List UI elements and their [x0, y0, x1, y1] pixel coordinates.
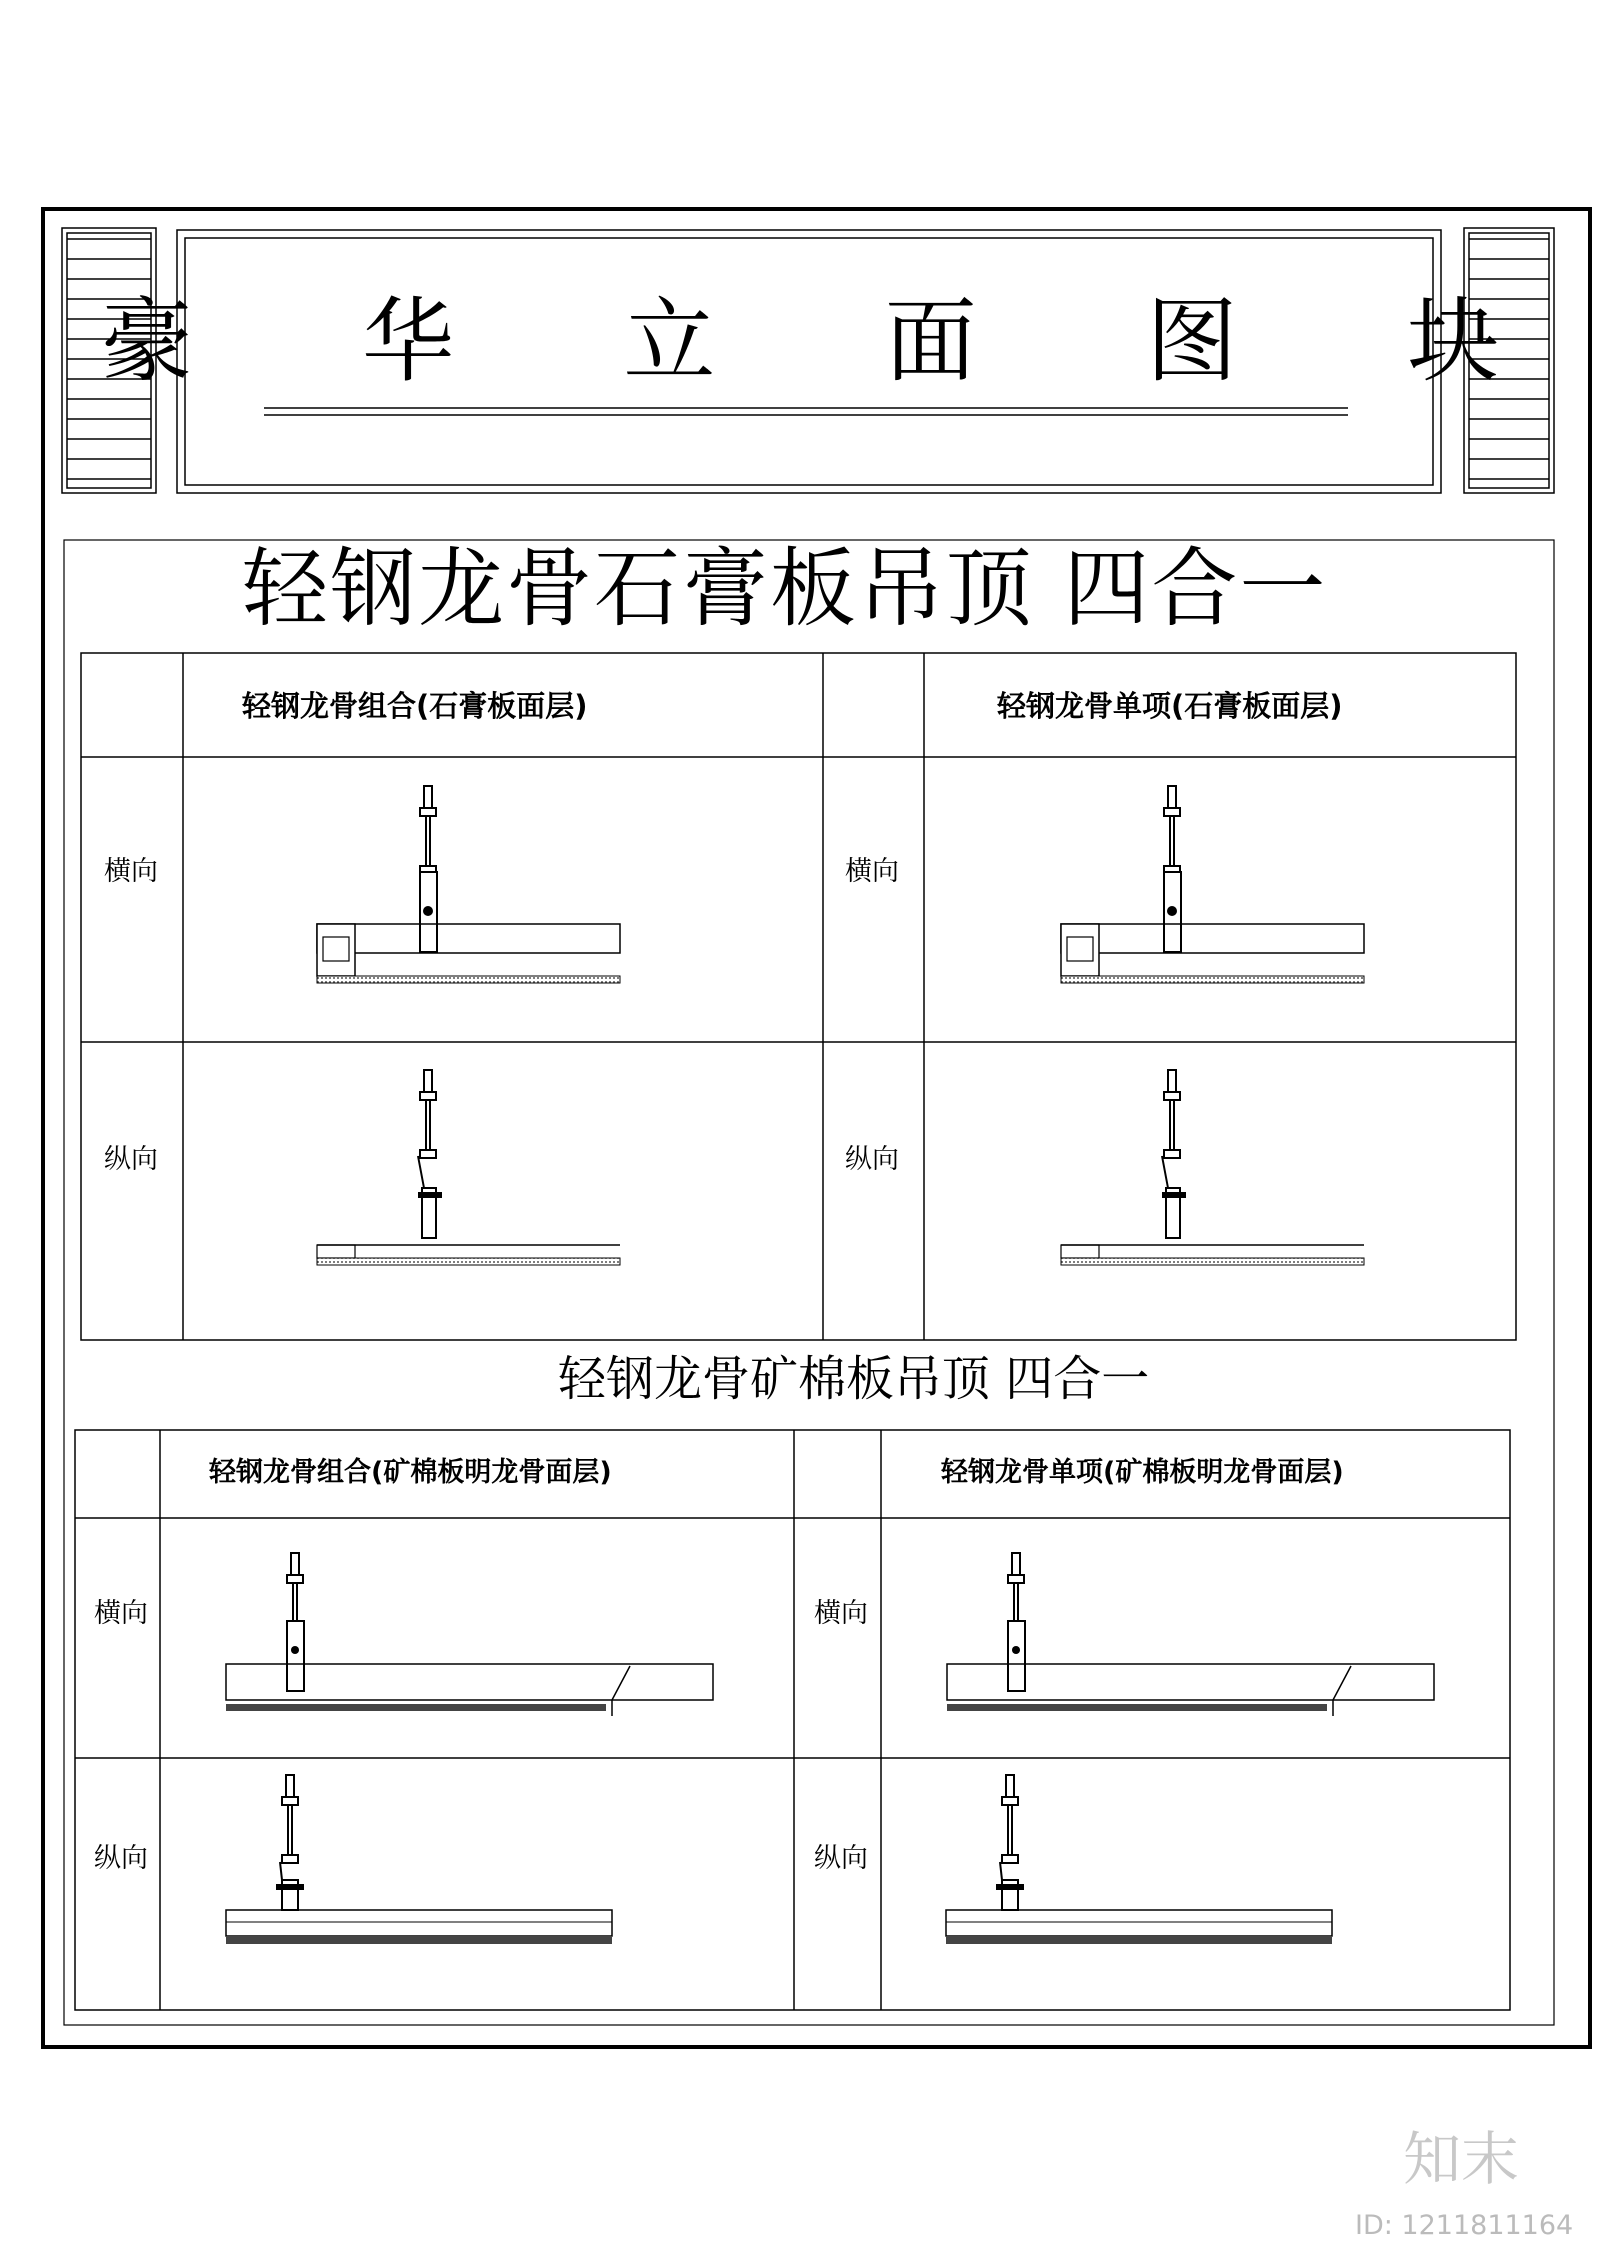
section-1-title: 轻钢龙骨石膏板吊顶 四合一 [242, 539, 1328, 639]
table-1-header-single: 轻钢龙骨单项(石膏板面层) [997, 689, 1343, 723]
gypsum-transverse-detail [317, 786, 620, 983]
section-2-title: 轻钢龙骨矿棉板吊顶 四合一 [558, 1351, 1150, 1407]
row-label-transverse: 横向 [845, 856, 899, 887]
mineral-longitudinal-detail [226, 1775, 612, 1944]
row-label-longitudinal: 纵向 [814, 1843, 868, 1874]
watermark-brand: 知末 [1403, 2125, 1520, 2193]
row-label-transverse: 横向 [104, 856, 158, 887]
table-1-header-combo: 轻钢龙骨组合(石膏板面层) [242, 689, 588, 723]
table-1-grid [81, 653, 1516, 1340]
gypsum-transverse-single-detail [1061, 786, 1364, 983]
mineral-longitudinal-single-detail [946, 1775, 1332, 1944]
row-label-longitudinal: 纵向 [845, 1144, 899, 1175]
main-title: 豪 华 立 面 图 块 [100, 288, 1570, 395]
row-label-longitudinal: 纵向 [104, 1144, 158, 1175]
table-2-header-combo: 轻钢龙骨组合(矿棉板明龙骨面层) [209, 1457, 612, 1488]
gypsum-longitudinal-single-detail [1061, 1070, 1364, 1265]
gypsum-longitudinal-detail [317, 1070, 620, 1265]
table-2-header-single: 轻钢龙骨单项(矿棉板明龙骨面层) [941, 1457, 1344, 1488]
row-label-longitudinal: 纵向 [94, 1843, 148, 1874]
mineral-transverse-detail [226, 1553, 713, 1716]
mineral-transverse-single-detail [947, 1553, 1434, 1716]
row-label-transverse: 横向 [814, 1598, 868, 1629]
watermark-id: ID: 1211811164 [1355, 2210, 1574, 2241]
table-2-grid [75, 1430, 1510, 2010]
row-label-transverse: 横向 [94, 1598, 148, 1629]
